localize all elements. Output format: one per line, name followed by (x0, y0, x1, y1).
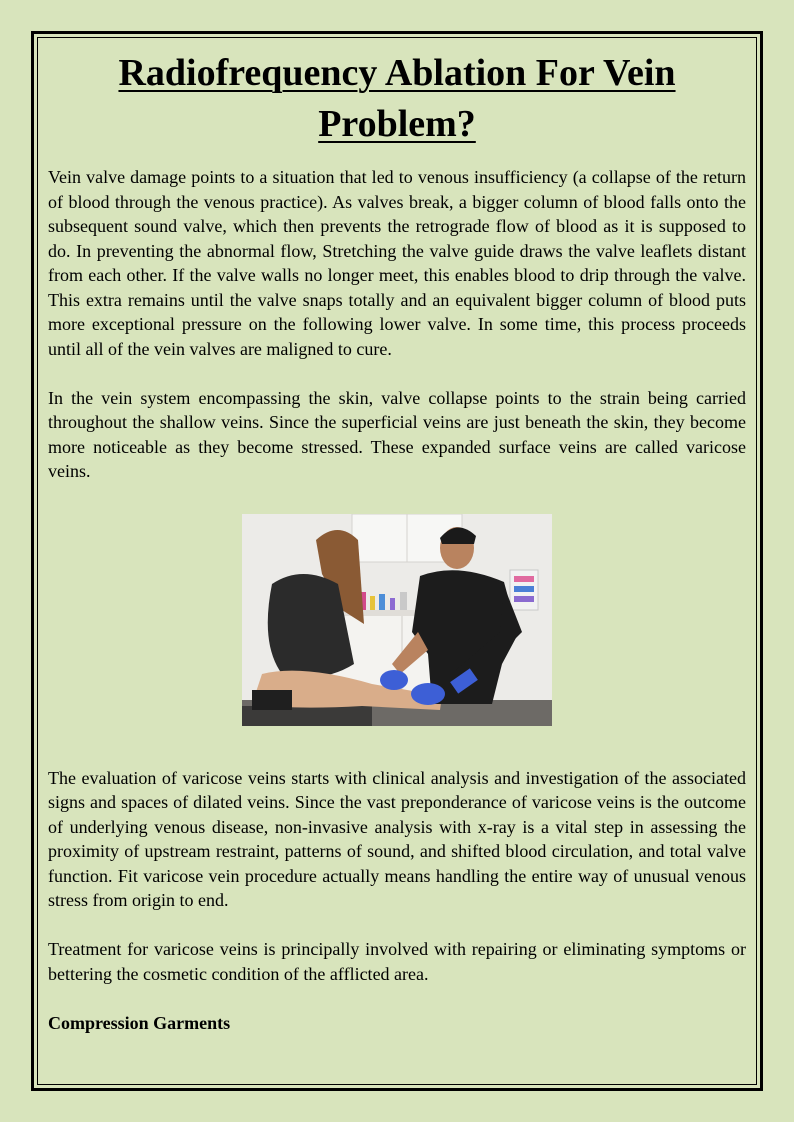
photo-glove-right (411, 683, 445, 705)
paragraph-vein-system: In the vein system encompassing the skin, valve collapse points to the strain being carried throughout the shallow veins. Since the superficial veins are just beneath the skin, they become more noticeable as they become stressed. These expanded surface veins are called varicose veins. (48, 387, 746, 481)
document-title: Radiofrequency Ablation For Vein Problem? (118, 52, 676, 145)
document-body (48, 48, 746, 1035)
paragraph-treatment: Treatment for varicose veins is principally involved with repairing or eliminating symptoms or bettering the cosmetic condition of the afflicted area. (48, 939, 746, 984)
clinic-photo (242, 514, 552, 726)
section-heading-compression-garments: Compression Garments (48, 1012, 231, 1033)
paragraph-evaluation: The evaluation of varicose veins starts with clinical analysis and investigation of the associated signs and spaces of dilated veins. Since the vast preponderance of varicose veins is the outcome of underlying venous disease, non-invasive analysis with x-ray is a vital step in assessing the proximity of upstream restraint, patterns of sound, and shifted blood circulation, and total valve function. Fit varicose vein procedure actually means handling the entire way of unusual venous stress from origin to end. (48, 767, 746, 910)
clinic-photo-illustration (242, 514, 552, 726)
photo-glove-left (380, 670, 408, 690)
paragraph-vein-valve-damage: Vein valve damage points to a situation that led to venous insufficiency (a collapse of the return of blood through the venous practice). As valves break, a bigger column of blood falls onto the subsequent sound valve, which then prevents the retrograde flow of blood as it is supposed to do. In preventing the abnormal flow, Stretching the valve guide draws the valve leaflets distant from each other. If the valve walls no longer meet, this enables blood to drip through the valve. This extra remains until the valve snaps totally and an equivalent bigger column of blood puts more exceptional pressure on the following lower valve. In some time, this process proceeds until all of the vein valves are maligned to cure. (48, 167, 746, 359)
